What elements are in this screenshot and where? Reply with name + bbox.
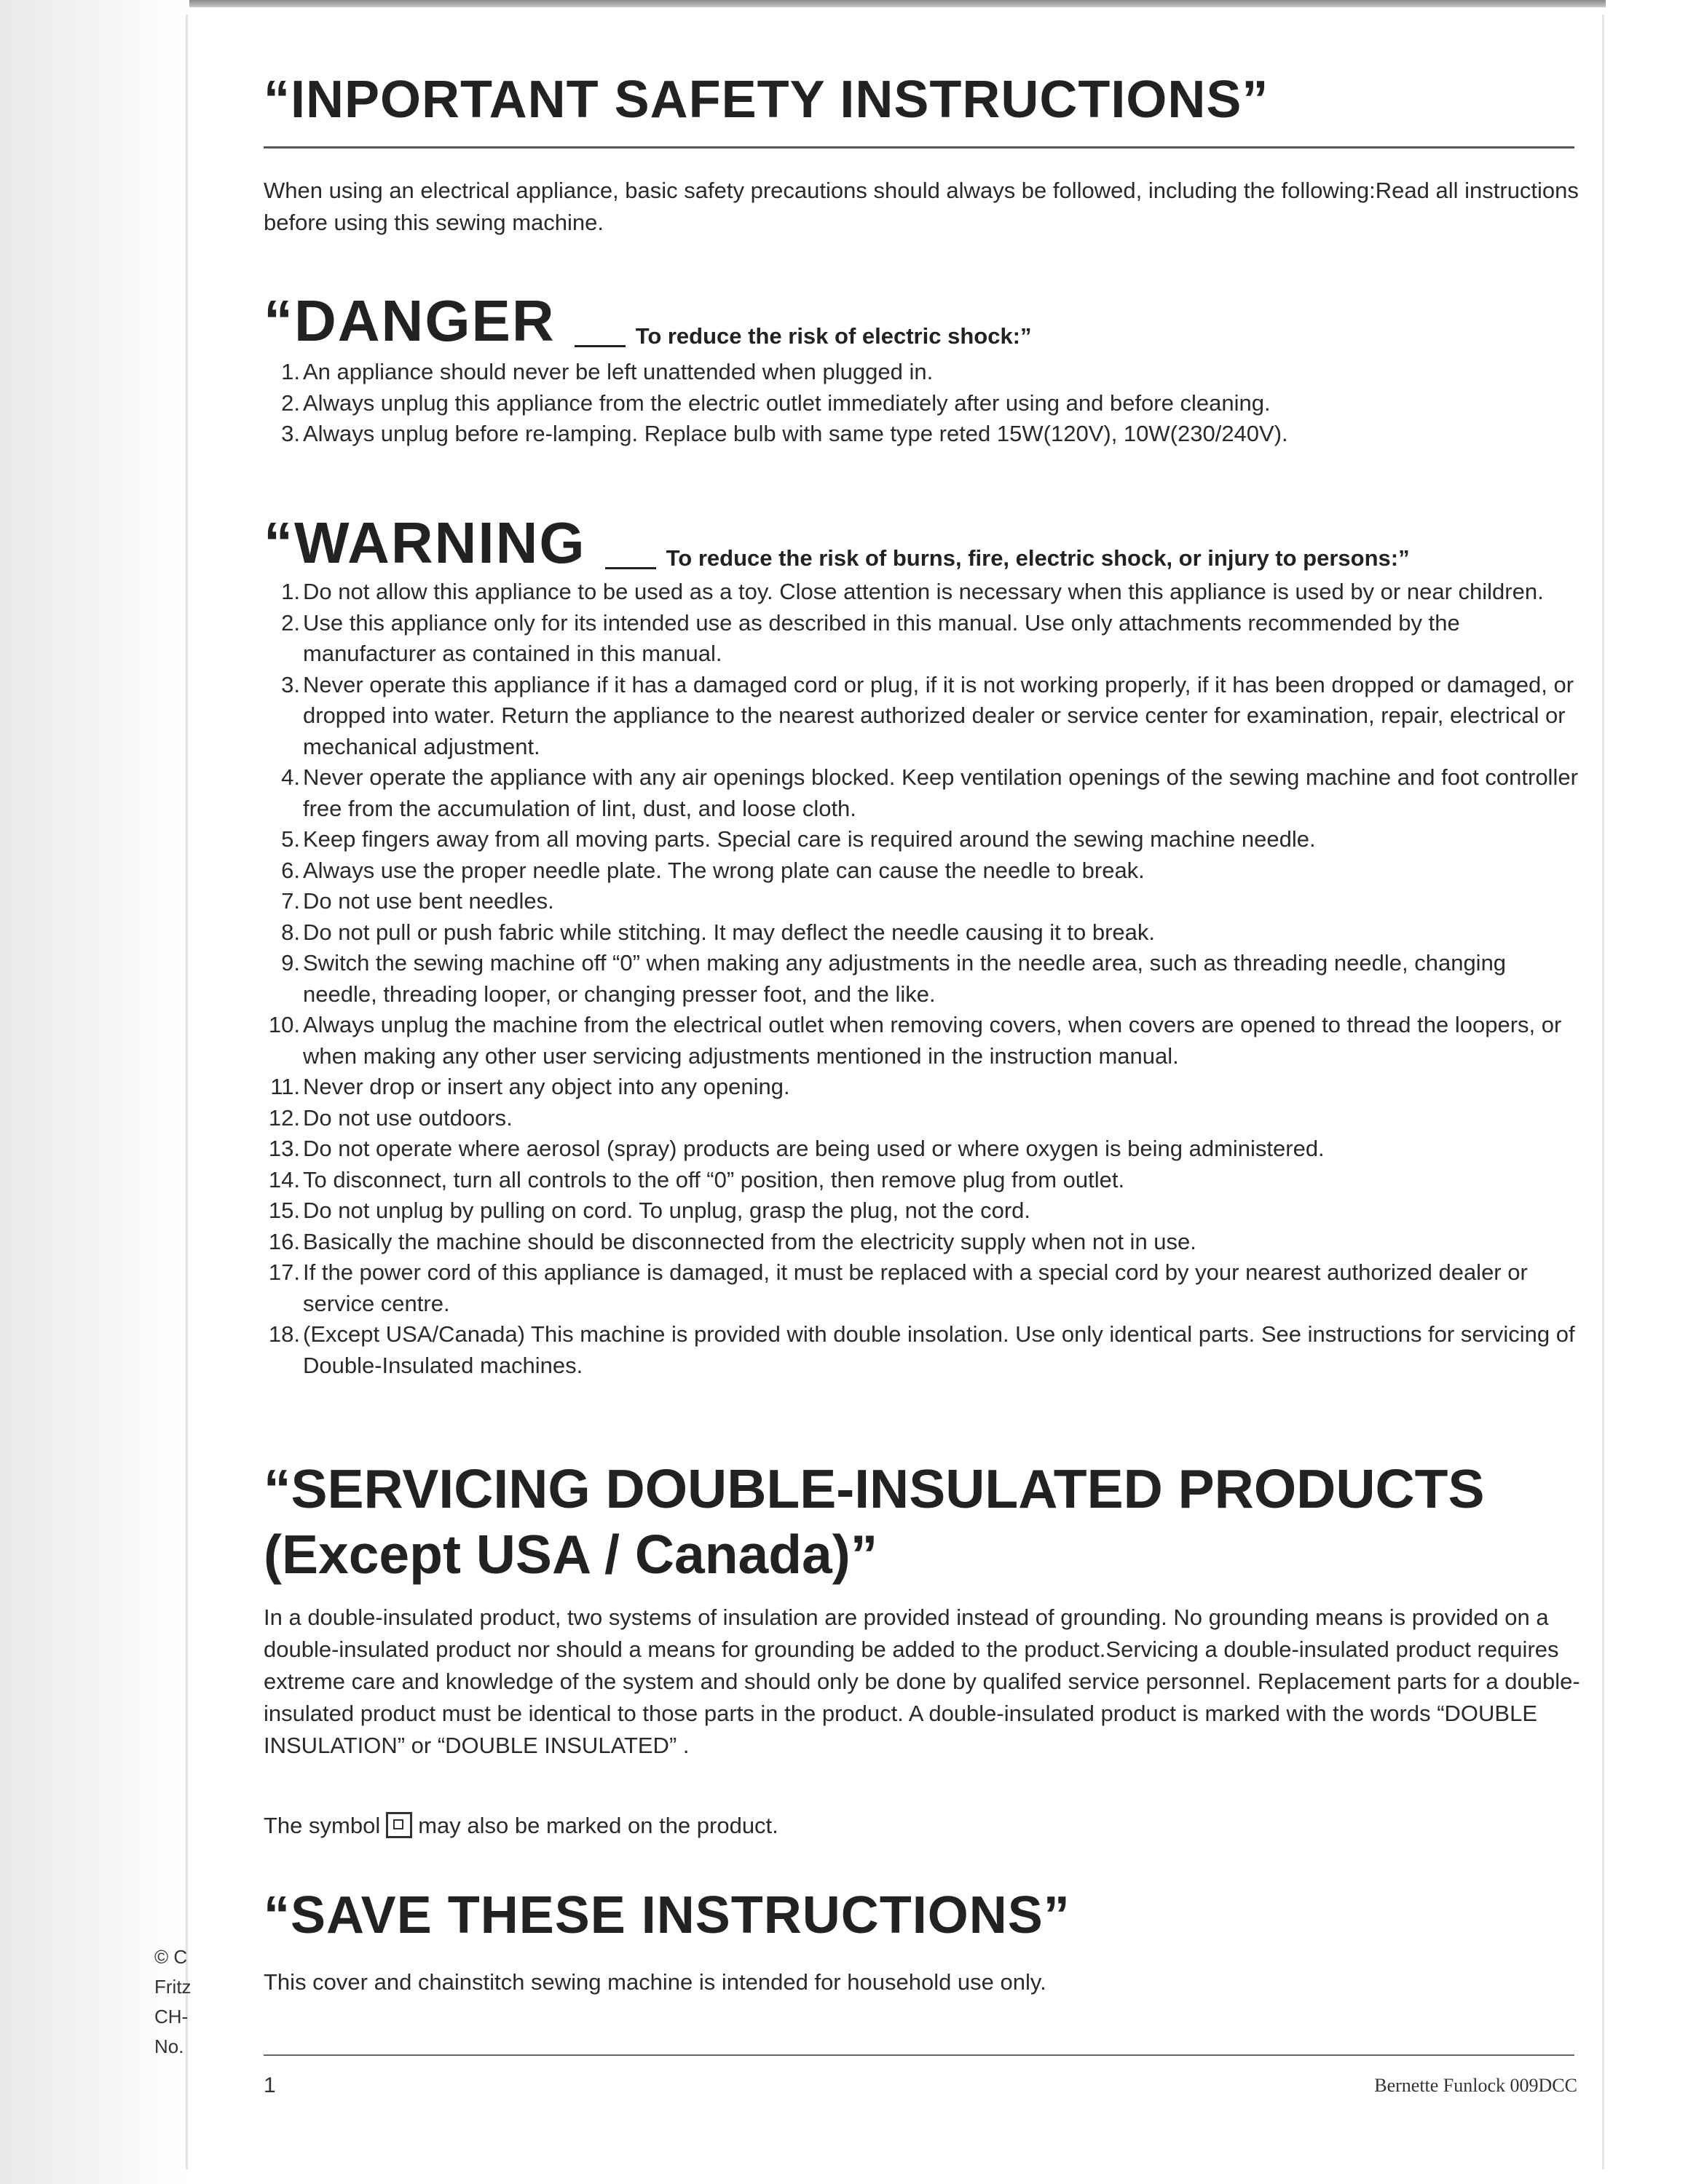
warning-item-number: 1. — [281, 579, 300, 604]
warning-item-text: Do not use bent needles. — [303, 888, 554, 914]
servicing-heading-line2: (Except USA / Canada)” — [264, 1524, 878, 1585]
warning-item-number: 5. — [281, 826, 300, 852]
double-insulation-symbol-icon — [386, 1812, 412, 1838]
warning-item-text: Keep fingers away from all moving parts. Special care is required around the sewing machine needle. — [303, 826, 1316, 852]
title-divider — [264, 146, 1574, 149]
warning-item-number: 14. — [268, 1166, 300, 1192]
warning-heading-dash — [605, 567, 656, 569]
scan-left-edge — [186, 15, 188, 2169]
danger-item-text: Always unplug before re-lamping. Replace bulb with same type reted 15W(120V), 10W(230/240V). — [303, 421, 1288, 446]
warning-item — [264, 1072, 1585, 1103]
warning-item-number: 10. — [268, 1012, 300, 1037]
warning-item-text: To disconnect, turn all controls to the off “0” position, then remove plug from outlet. — [303, 1166, 1125, 1192]
warning-item-text: Use this appliance only for its intended use as described in this manual. Use only attachments recommended by the manufacturer as contained in this manual. — [303, 609, 1460, 666]
warning-item — [264, 917, 1585, 949]
warning-item — [264, 1010, 1585, 1072]
warning-item-text: (Except USA/Canada) This machine is provided with double insolation. Use only identical parts. See instructions for servicing of Double-Insulated machines. — [303, 1321, 1575, 1378]
warning-item-text: Basically the machine should be disconnected from the electricity supply when not in use. — [303, 1228, 1196, 1254]
warning-item — [264, 824, 1585, 855]
warning-item-number: 12. — [268, 1104, 300, 1131]
warning-item-number: 4. — [281, 764, 300, 790]
warning-heading-word: “WARNING — [264, 510, 586, 575]
danger-heading-word: “DANGER — [264, 288, 556, 353]
warning-item — [264, 886, 1585, 917]
danger-item-number: 3. — [281, 421, 300, 446]
fragment-line: No. — [154, 2035, 184, 2057]
warning-item — [264, 1103, 1585, 1134]
danger-heading — [264, 288, 1032, 355]
danger-item — [264, 419, 1585, 450]
save-heading: “SAVE THESE INSTRUCTIONS” — [264, 1886, 1070, 1944]
footer-divider — [264, 2054, 1574, 2056]
fragment-line: CH- — [154, 2006, 189, 2027]
warning-item-number: 8. — [281, 919, 300, 945]
warning-item-number: 9. — [281, 950, 300, 976]
warning-item — [264, 948, 1585, 1010]
warning-item-text: If the power cord of this appliance is damaged, it must be replaced with a special cord by your nearest authorized dealer or service centre. — [303, 1259, 1528, 1316]
save-note: This cover and chainstitch sewing machine is intended for household use only. — [264, 1969, 1046, 1995]
servicing-heading — [264, 1456, 1484, 1587]
warning-item-number: 18. — [268, 1321, 300, 1347]
warning-item-text: Always unplug the machine from the electrical outlet when removing covers, when covers are opened to thread the loopers, or when making any other user servicing adjustments mentioned in the instruction manual. — [303, 1012, 1562, 1069]
warning-item-number: 6. — [281, 857, 300, 883]
servicing-paragraph: In a double-insulated product, two systems of insulation are provided instead of grounding. No grounding means is provided on a double-insulated product nor should a means for grounding be added to the product.Servicing a double-insulated product requires extreme care and knowledge of the system and should only be done by qualifed service personnel. Replacement parts for a double-insulated product must be identical to those parts in the product. A double-insulated product is marked with the words “DOUBLE INSULATION” or “DOUBLE INSULATED” . — [264, 1605, 1580, 1758]
cropped-copyright-fragments — [154, 1942, 198, 2062]
danger-item — [264, 388, 1585, 419]
warning-item-number: 11. — [270, 1074, 300, 1099]
warning-item-number: 3. — [281, 671, 300, 697]
warning-item-number: 2. — [281, 609, 300, 636]
warning-heading — [264, 510, 1410, 577]
intro-paragraph: When using an electrical appliance, basic safety precautions should always be followed, including the following:Read all instructions before using this sewing machine. — [264, 178, 1579, 235]
footer-model-name: Bernette Funlock 009DCC — [1374, 2075, 1577, 2096]
symbol-note-before: The symbol — [264, 1813, 381, 1838]
symbol-note-after: may also be marked on the product. — [418, 1813, 778, 1838]
warning-item-text: Do not use outdoors. — [303, 1104, 513, 1131]
warning-item — [264, 855, 1585, 887]
warning-item-number: 7. — [281, 888, 300, 914]
warning-item — [264, 608, 1585, 670]
warning-item-number: 17. — [268, 1259, 300, 1285]
danger-item — [264, 357, 1585, 388]
danger-item-text: An appliance should never be left unattended when plugged in. — [303, 359, 934, 384]
warning-item — [264, 577, 1585, 608]
warning-item-text: Never drop or insert any object into any opening. — [303, 1074, 790, 1099]
symbol-note — [264, 1810, 778, 1842]
fragment-line: Fritz — [154, 1976, 192, 1998]
warning-item-text: Switch the sewing machine off “0” when making any adjustments in the needle area, such as threading needle, changing needle, threading looper, or changing presser foot, and the like. — [303, 950, 1507, 1007]
warning-item — [264, 1227, 1585, 1258]
servicing-heading-line1: “SERVICING DOUBLE-INSULATED PRODUCTS — [264, 1458, 1485, 1519]
warning-subheading: To reduce the risk of burns, fire, electric shock, or injury to persons:” — [666, 545, 1410, 571]
warning-item-number: 15. — [268, 1198, 300, 1223]
warning-item-text: Never operate the appliance with any air openings blocked. Keep ventilation openings of the sewing machine and foot controller free from the accumulation of lint, dust, and loose cloth. — [303, 764, 1578, 821]
warning-item-text: Never operate this appliance if it has a damaged cord or plug, if it is not working properly, if it has been dropped or damaged, or dropped into water. Return the appliance to the nearest authorized dealer or service center for examination, repair, electrical or mechanical adjustment. — [303, 671, 1574, 759]
warning-item-text: Do not pull or push fabric while stitching. It may deflect the needle causing it to break. — [303, 919, 1156, 945]
danger-item-text: Always unplug this appliance from the electric outlet immediately after using and before cleaning. — [303, 389, 1271, 416]
scan-binding-shadow — [0, 0, 189, 2184]
warning-list — [264, 577, 1585, 1381]
warning-item — [264, 762, 1585, 824]
danger-item-number: 2. — [281, 389, 300, 416]
warning-item-text: Do not allow this appliance to be used as a toy. Close attention is necessary when this appliance is used by or near children. — [303, 579, 1544, 604]
warning-item — [264, 1133, 1585, 1165]
danger-list — [264, 357, 1585, 450]
warning-item — [264, 1165, 1585, 1196]
warning-item — [264, 670, 1585, 763]
page-number: 1 — [264, 2073, 276, 2097]
warning-item — [264, 1319, 1585, 1381]
warning-item — [264, 1195, 1585, 1227]
warning-item — [264, 1257, 1585, 1319]
scan-top-edge — [69, 0, 1606, 7]
scan-right-edge — [1602, 15, 1604, 2169]
warning-item-text: Do not operate where aerosol (spray) products are being used or where oxygen is being administered. — [303, 1136, 1325, 1161]
warning-item-number: 13. — [268, 1136, 300, 1161]
warning-item-number: 16. — [268, 1228, 300, 1254]
danger-item-number: 1. — [281, 359, 300, 384]
warning-item-text: Always use the proper needle plate. The wrong plate can cause the needle to break. — [303, 857, 1145, 883]
page-title: “INPORTANT SAFETY INSTRUCTIONS” — [264, 71, 1269, 129]
danger-subheading: To reduce the risk of electric shock:” — [635, 323, 1032, 349]
warning-item-text: Do not unplug by pulling on cord. To unplug, grasp the plug, not the cord. — [303, 1198, 1031, 1223]
fragment-line: © C — [154, 1946, 188, 1968]
danger-heading-dash — [575, 345, 626, 347]
